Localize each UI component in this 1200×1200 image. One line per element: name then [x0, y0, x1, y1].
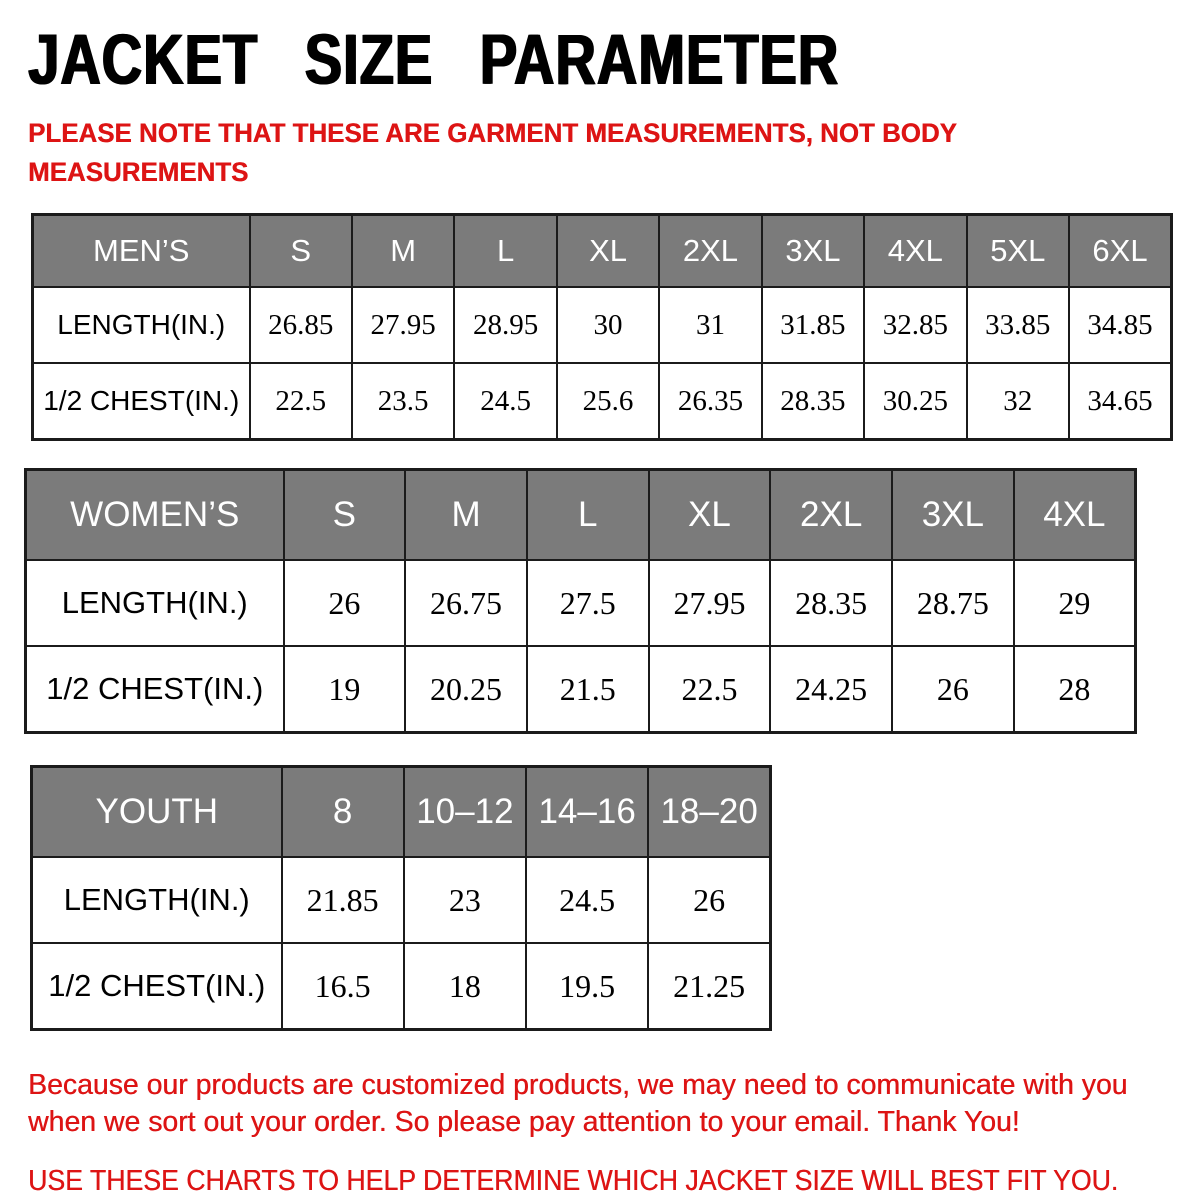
note-line-2: MEASUREMENTS: [28, 157, 249, 188]
womens-value-cell: 20.25: [405, 646, 527, 733]
youth-size-header: 18–20: [648, 767, 770, 858]
womens-size-header: 4XL: [1014, 470, 1136, 561]
customization-notice: [28, 1067, 1200, 1140]
youth-size-header: 10–12: [404, 767, 526, 858]
garment-measurement-note: [28, 114, 1200, 192]
mens-value-cell: 30: [557, 287, 659, 363]
womens-size-header: 3XL: [892, 470, 1014, 561]
mens-value-cell: 28.95: [454, 287, 556, 363]
mens-row-label: LENGTH(IN.): [33, 287, 250, 363]
mens-value-cell: 31.85: [762, 287, 864, 363]
womens-value-cell: 28.35: [770, 560, 892, 646]
womens-value-cell: 19: [284, 646, 406, 733]
customization-notice-line-2: when we sort out your order. So please pay attention to your email. Thank You!: [28, 1105, 1020, 1138]
mens-value-cell: 28.35: [762, 363, 864, 440]
youth-row-label: 1/2 CHEST(IN.): [32, 943, 282, 1030]
youth-size-header: 14–16: [526, 767, 648, 858]
womens-value-cell: 24.25: [770, 646, 892, 733]
mens-size-header: 2XL: [659, 215, 761, 288]
mens-value-cell: 25.6: [557, 363, 659, 440]
womens-size-header: L: [527, 470, 649, 561]
mens-value-cell: 27.95: [352, 287, 454, 363]
mens-size-header: S: [250, 215, 352, 288]
youth-row-label: LENGTH(IN.): [32, 857, 282, 943]
youth-table-title: YOUTH: [32, 767, 282, 858]
youth-size-table-container: [30, 765, 1200, 1031]
womens-value-cell: 26.75: [405, 560, 527, 646]
womens-size-header: XL: [649, 470, 771, 561]
customization-notice-line-1: Because our products are customized products, we may need to communicate with you: [28, 1069, 1128, 1102]
mens-value-cell: 26.85: [250, 287, 352, 363]
mens-value-cell: 34.85: [1069, 287, 1172, 363]
womens-value-cell: 29: [1014, 560, 1136, 646]
youth-value-cell: 19.5: [526, 943, 648, 1030]
mens-size-table: [31, 213, 1173, 441]
womens-value-cell: 28: [1014, 646, 1136, 733]
youth-value-cell: 16.5: [282, 943, 404, 1030]
womens-value-cell: 27.95: [649, 560, 771, 646]
womens-value-cell: 21.5: [527, 646, 649, 733]
womens-size-header: S: [284, 470, 406, 561]
mens-value-cell: 32.85: [864, 287, 966, 363]
mens-value-cell: 32: [967, 363, 1069, 440]
mens-value-cell: 22.5: [250, 363, 352, 440]
youth-value-cell: 26: [648, 857, 770, 943]
mens-size-header: 5XL: [967, 215, 1069, 288]
womens-value-cell: 22.5: [649, 646, 771, 733]
mens-table-title: MEN’S: [33, 215, 250, 288]
mens-size-header: 3XL: [762, 215, 864, 288]
womens-row-label: LENGTH(IN.): [26, 560, 284, 646]
womens-row-label: 1/2 CHEST(IN.): [26, 646, 284, 733]
youth-size-table: [30, 765, 772, 1031]
mens-size-header: 4XL: [864, 215, 966, 288]
mens-value-cell: 34.65: [1069, 363, 1172, 440]
youth-value-cell: 21.25: [648, 943, 770, 1030]
womens-size-header: M: [405, 470, 527, 561]
youth-value-cell: 24.5: [526, 857, 648, 943]
mens-size-header: 6XL: [1069, 215, 1172, 288]
womens-size-header: 2XL: [770, 470, 892, 561]
note-line-1: PLEASE NOTE THAT THESE ARE GARMENT MEASUREMENTS, NOT BODY: [28, 118, 957, 148]
mens-row-label: 1/2 CHEST(IN.): [33, 363, 250, 440]
mens-value-cell: 30.25: [864, 363, 966, 440]
mens-value-cell: 33.85: [967, 287, 1069, 363]
womens-value-cell: 26: [892, 646, 1014, 733]
womens-value-cell: 27.5: [527, 560, 649, 646]
womens-size-table-container: [24, 468, 1200, 734]
page-title: JACKET SIZE PARAMETER: [28, 18, 840, 100]
womens-size-table: [24, 468, 1137, 734]
mens-size-header: XL: [557, 215, 659, 288]
youth-size-header: 8: [282, 767, 404, 858]
womens-table-title: WOMEN’S: [26, 470, 284, 561]
mens-size-header: L: [454, 215, 556, 288]
womens-value-cell: 28.75: [892, 560, 1014, 646]
womens-value-cell: 26: [284, 560, 406, 646]
chart-usage-note: USE THESE CHARTS TO HELP DETERMINE WHICH JACKET SIZE WILL BEST FIT YOU.: [28, 1165, 1119, 1198]
youth-value-cell: 23: [404, 857, 526, 943]
youth-value-cell: 18: [404, 943, 526, 1030]
mens-value-cell: 23.5: [352, 363, 454, 440]
mens-size-header: M: [352, 215, 454, 288]
mens-value-cell: 31: [659, 287, 761, 363]
youth-value-cell: 21.85: [282, 857, 404, 943]
mens-value-cell: 24.5: [454, 363, 556, 440]
mens-size-table-container: [31, 213, 1200, 441]
mens-value-cell: 26.35: [659, 363, 761, 440]
size-chart-page: [0, 18, 1200, 1200]
